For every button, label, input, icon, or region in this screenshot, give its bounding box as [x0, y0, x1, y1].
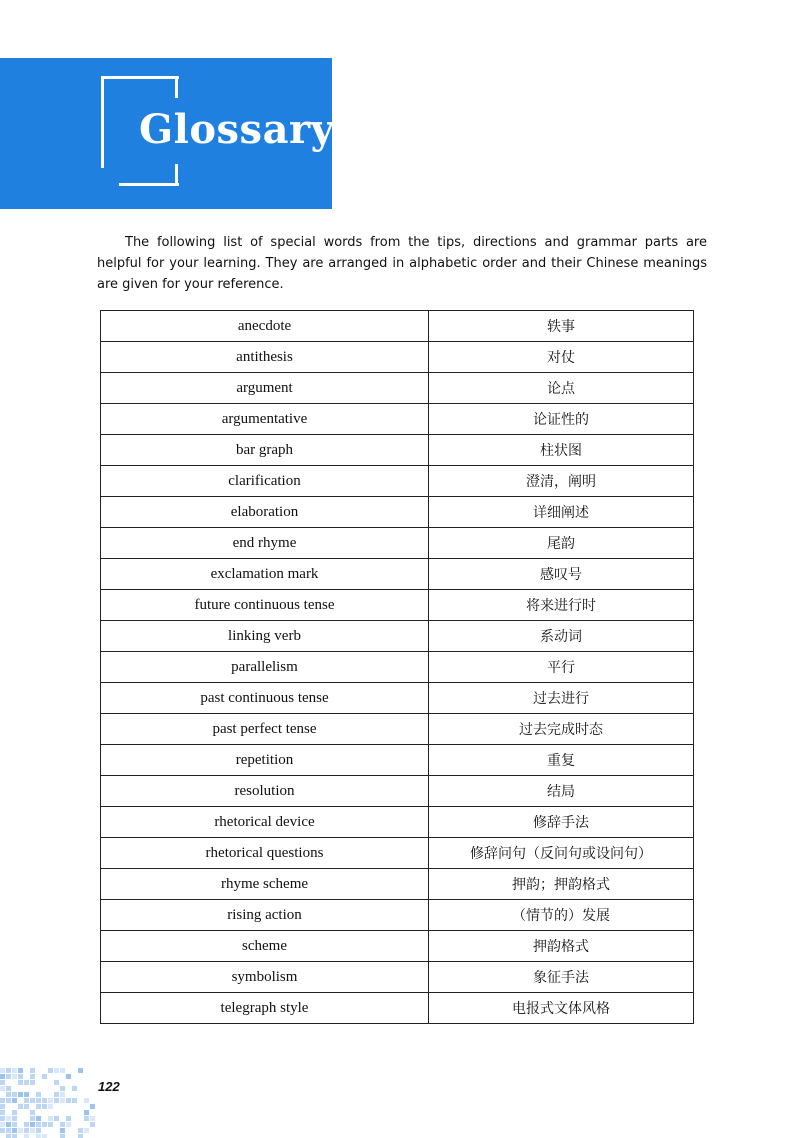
page-title: Glossary [139, 106, 335, 153]
meaning-cell: 论证性的 [429, 404, 694, 435]
meaning-cell: 详细阐述 [429, 497, 694, 528]
meaning-cell: 尾韵 [429, 528, 694, 559]
table-row [101, 466, 694, 497]
meaning-cell: 将来进行时 [429, 590, 694, 621]
term-cell: antithesis [101, 342, 429, 373]
term-cell: argumentative [101, 404, 429, 435]
term-cell: rhetorical device [101, 807, 429, 838]
table-row [101, 311, 694, 342]
term-cell: repetition [101, 745, 429, 776]
meaning-cell: 电报式文体风格 [429, 993, 694, 1024]
term-cell: argument [101, 373, 429, 404]
table-row [101, 776, 694, 807]
table-row [101, 590, 694, 621]
table-row [101, 869, 694, 900]
term-cell: elaboration [101, 497, 429, 528]
table-row [101, 745, 694, 776]
term-cell: rhetorical questions [101, 838, 429, 869]
table-row [101, 497, 694, 528]
term-cell: linking verb [101, 621, 429, 652]
table-row [101, 683, 694, 714]
term-cell: past continuous tense [101, 683, 429, 714]
glossary-table [100, 310, 694, 1024]
meaning-cell: 论点 [429, 373, 694, 404]
term-cell: scheme [101, 931, 429, 962]
term-cell: rhyme scheme [101, 869, 429, 900]
meaning-cell: 系动词 [429, 621, 694, 652]
meaning-cell: 结局 [429, 776, 694, 807]
term-cell: parallelism [101, 652, 429, 683]
table-row [101, 342, 694, 373]
meaning-cell: 感叹号 [429, 559, 694, 590]
bracket-corner-cut [101, 168, 119, 186]
term-cell: resolution [101, 776, 429, 807]
meaning-cell: 押韵格式 [429, 931, 694, 962]
term-cell: exclamation mark [101, 559, 429, 590]
intro-paragraph: The following list of special words from the tips, directions and grammar parts are helpful for your learning. They are arranged in alphabetic order and their Chinese meanings are given for your reference. [97, 235, 707, 292]
term-cell: rising action [101, 900, 429, 931]
meaning-cell: 修辞手法 [429, 807, 694, 838]
meaning-cell: 平行 [429, 652, 694, 683]
meaning-cell: 柱状图 [429, 435, 694, 466]
table-row [101, 528, 694, 559]
table-row [101, 435, 694, 466]
pixel-pattern-decoration [0, 1068, 96, 1138]
meaning-cell: 重复 [429, 745, 694, 776]
page-number: 122 [98, 1079, 120, 1094]
term-cell: telegraph style [101, 993, 429, 1024]
table-row [101, 652, 694, 683]
term-cell: past perfect tense [101, 714, 429, 745]
meaning-cell: 澄清，阐明 [429, 466, 694, 497]
term-cell: bar graph [101, 435, 429, 466]
table-row [101, 900, 694, 931]
term-cell: symbolism [101, 962, 429, 993]
meaning-cell: 象征手法 [429, 962, 694, 993]
table-row [101, 931, 694, 962]
meaning-cell: 对仗 [429, 342, 694, 373]
table-row [101, 993, 694, 1024]
table-row [101, 838, 694, 869]
table-row [101, 559, 694, 590]
meaning-cell: 押韵；押韵格式 [429, 869, 694, 900]
meaning-cell: 过去完成时态 [429, 714, 694, 745]
term-cell: future continuous tense [101, 590, 429, 621]
table-row [101, 373, 694, 404]
bracket-top-tab [175, 76, 178, 98]
term-cell: anecdote [101, 311, 429, 342]
bracket-bottom-tab [175, 164, 178, 186]
term-cell: end rhyme [101, 528, 429, 559]
term-cell: clarification [101, 466, 429, 497]
table-row [101, 621, 694, 652]
meaning-cell: 修辞问句（反问句或设问句） [429, 838, 694, 869]
table-row [101, 962, 694, 993]
table-row [101, 807, 694, 838]
meaning-cell: 轶事 [429, 311, 694, 342]
table-row [101, 714, 694, 745]
table-row [101, 404, 694, 435]
meaning-cell: （情节的）发展 [429, 900, 694, 931]
meaning-cell: 过去进行 [429, 683, 694, 714]
